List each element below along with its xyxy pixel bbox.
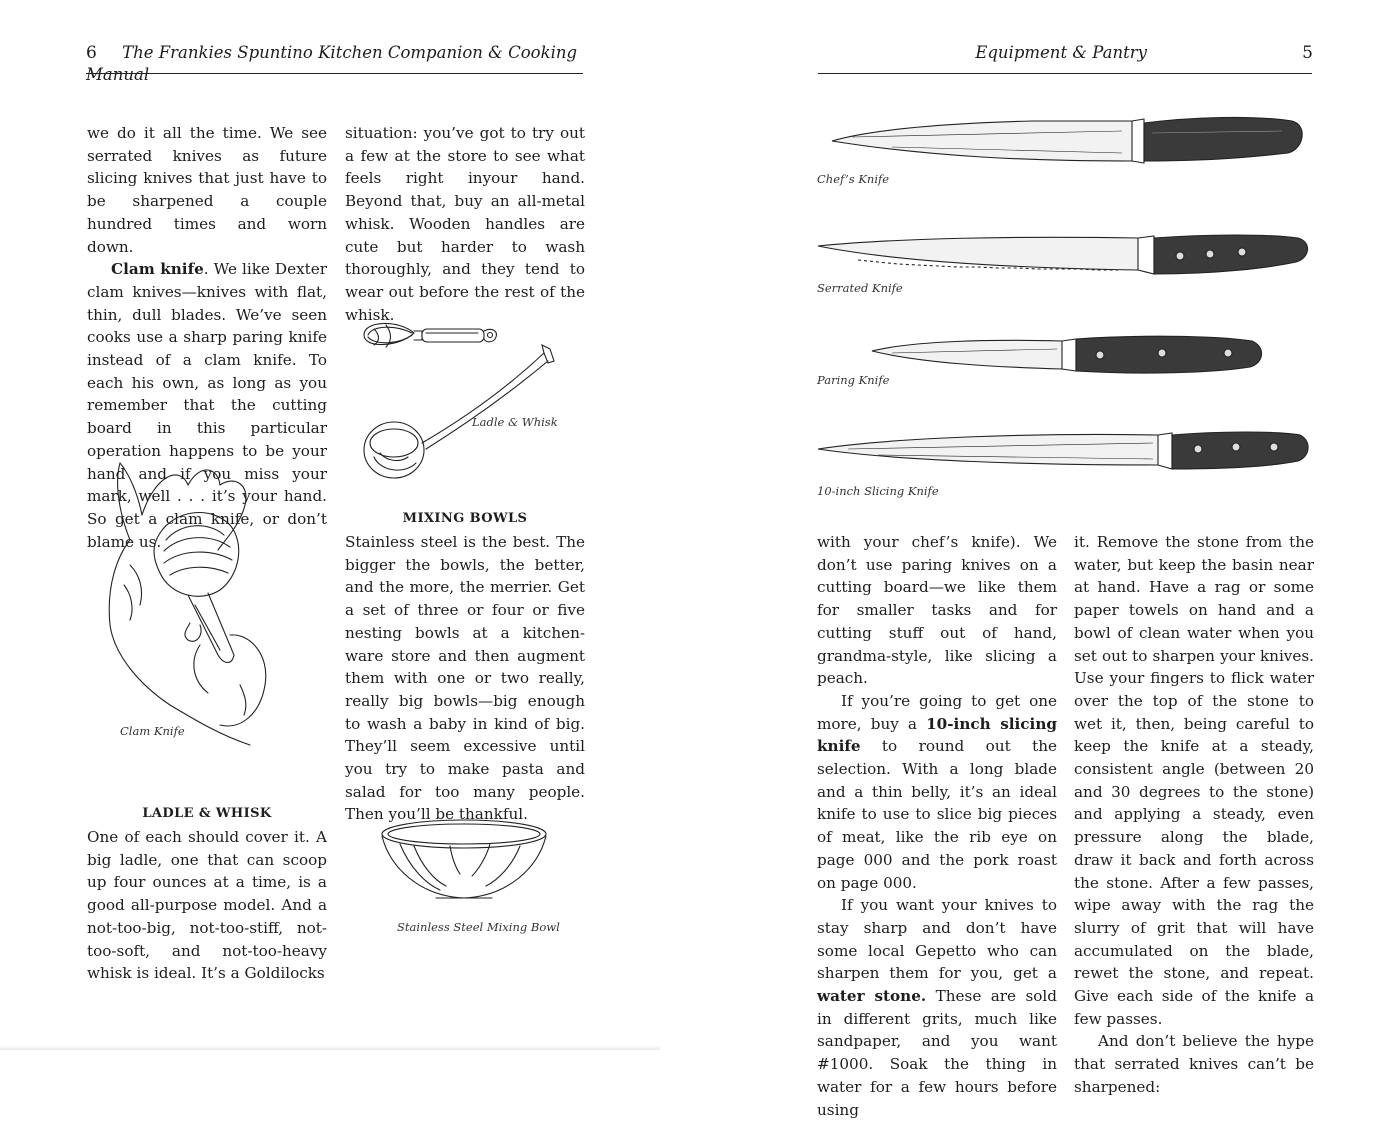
chefs-knife-illustration — [832, 113, 1307, 169]
slicing-text-before: If you’re going to get one more, buy a — [817, 691, 1057, 733]
paring-paragraph: with your chef’s knife). We don’t use paring knives on a cutting board—we like them for smaller tasks and for cutting stuff out of hand, grandma-style, like slicing a peach. — [817, 533, 1057, 688]
serrated-paragraph: we do it all the time. We see serrated knives as future slicing knives that just have to be sharpened a couple hundred times and worn down. — [87, 124, 327, 256]
right-col2-text — [1074, 531, 1314, 1099]
left-page — [0, 0, 700, 1050]
slicing-knife-illustration — [818, 429, 1313, 475]
right-running-head — [818, 42, 1313, 66]
mixing-bowl-illustration — [380, 818, 550, 908]
water-stone-text-after: These are sold in different grits, much like sandpaper, and you want #1000. Soak the thing in water for a few hours before using — [817, 987, 1057, 1119]
clam-knife-text: . We like Dexter clam knives—knives with flat, thin, dull blades. We’ve seen cooks use a sharp paring knife instead of a clam knife. To each his own, as long as you remember that the cutting board in this particular operation happens to be your hand and if you miss your mark, well . . . it’s your hand. So get a clam knife, or don’t blame us. — [87, 260, 327, 551]
book-title: The Frankies Spuntino Kitchen Companion & Cooking Manual — [86, 43, 578, 84]
chefs-knife-caption: Chef’s Knife — [817, 172, 890, 186]
water-stone-paragraph — [817, 894, 1057, 1121]
mixing-bowls-heading: MIXING BOWLS — [402, 511, 528, 526]
serrated-knife-illustration — [818, 232, 1313, 282]
slicing-knife-paragraph — [817, 690, 1057, 894]
water-stone-term: water stone. — [817, 987, 927, 1006]
ladle-whisk-caption: Ladle & Whisk — [472, 415, 558, 429]
slicing-knife-caption: 10-inch Slicing Knife — [817, 484, 939, 498]
ladle-whisk-heading: LADLE & WHISK — [142, 806, 272, 821]
mixing-bowl-caption: Stainless Steel Mixing Bowl — [397, 920, 560, 934]
slicing-text-after: to round out the selection. With a long blade and a thin belly, it’s an ideal knife to use to slice big pieces of meat, like the rib eye on page 000 and the pork roast on page 000. — [817, 737, 1057, 892]
ladle-whisk-paragraph: One of each should cover it. A big ladle, one that can scoop up four ounces at a time, is a good all-purpose model. And a not-too-big, not-too-stiff, not-too-soft, and not-too-heavy whisk is ideal. It’s a Goldilocks — [87, 828, 327, 983]
section-title: Equipment & Pantry — [975, 43, 1147, 62]
whisk-paragraph: situation: you’ve got to try out a few at the store to see what feels right inyour hand. Beyond that, buy an all-metal whisk. Wooden handles are cute but harder to wash thoroughly, and they tend to wear out before the rest of the whisk. — [345, 124, 585, 324]
sharpening-paragraph: it. Remove the stone from the water, but keep the basin near at hand. Have a rag or some paper towels on hand and a bowl of clean water when you set out to sharpen your knives. Use your fingers to flick water over the top of the stone to wet it, then, being careful to keep the knife at a steady, consistent angle (between 20 and 30 degrees to the stone) and applying a steady, even pressure along the blade, draw it back and forth across the stone. After a few passes, wipe away with the rag the slurry of grit that will have accumulated on the blade, rewet the stone, and repeat. Give each side of the knife a few passes. — [1074, 533, 1314, 1028]
serrated-knife-caption: Serrated Knife — [817, 281, 903, 295]
mixing-bowls-text — [345, 531, 585, 826]
clam-knife-illustration — [100, 455, 270, 745]
left-page-number: 6 — [86, 43, 97, 63]
paring-knife-caption: Paring Knife — [817, 373, 890, 387]
page-bottom-shadow — [0, 1046, 660, 1050]
left-header-rule — [86, 73, 583, 74]
water-stone-text-before: If you want your knives to stay sharp and don’t have some local Gepetto who can sharpen them for you, get a — [817, 896, 1057, 983]
clam-knife-term: Clam knife — [111, 260, 204, 279]
right-col1-text — [817, 531, 1057, 1121]
right-page — [700, 0, 1400, 1119]
left-running-head — [86, 42, 586, 84]
ladle-whisk-illustration — [360, 315, 560, 485]
serrated-hype-paragraph: And don’t believe the hype that serrated knives can’t be sharpened: — [1074, 1032, 1314, 1096]
clam-knife-caption: Clam Knife — [120, 724, 185, 738]
ladle-whisk-text — [87, 826, 327, 985]
left-col2-text — [345, 122, 585, 326]
right-header-rule — [818, 73, 1312, 74]
mixing-bowls-paragraph: Stainless steel is the best. The bigger the bowls, the better, and the more, the merrier. Get a set of three or four or five nesting bowls at a kitchen-ware store and then augment them with one or two really, really big bowls—big enough to wash a baby in kind of big. They’ll seem excessive until you try to make pasta and salad for too many people. Then you’ll be thankful. — [345, 533, 585, 824]
slicing-knife-term: 10-inch slicing knife — [817, 714, 1057, 756]
paring-knife-illustration — [872, 333, 1267, 377]
right-page-number: 5 — [1302, 43, 1313, 63]
